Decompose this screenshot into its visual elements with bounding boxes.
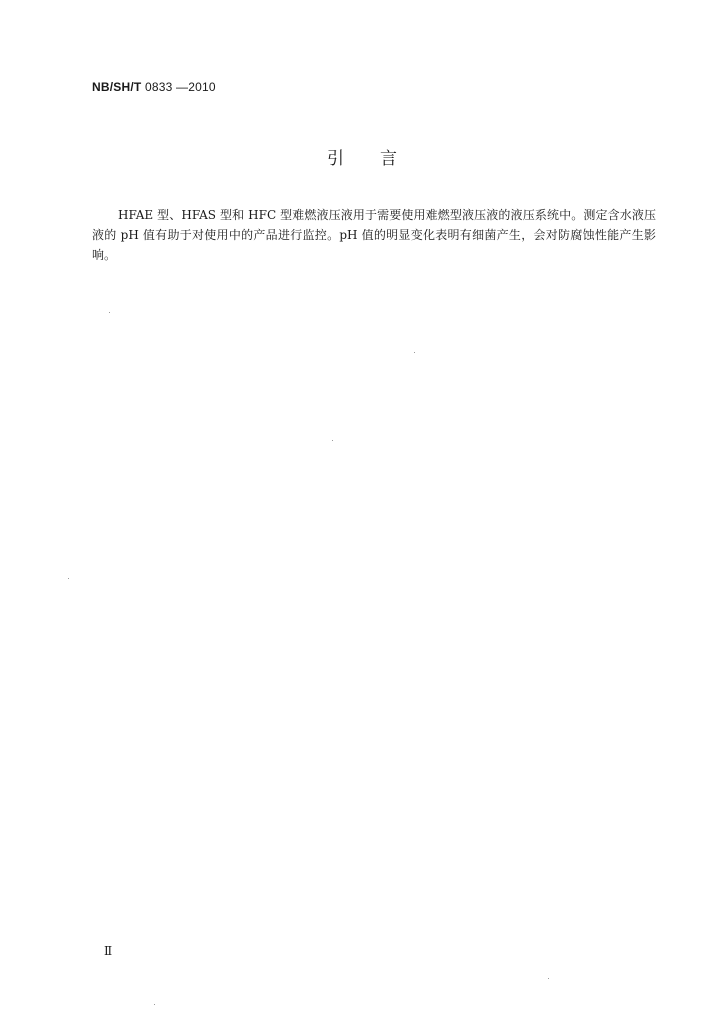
standard-code: NB/SH/T [92,80,142,94]
section-title: 引言 [327,149,433,169]
scan-speck [154,1004,155,1005]
standard-year: 2010 [188,80,216,94]
page-number: Ⅱ [104,944,113,958]
scan-speck [109,312,110,313]
standard-header [92,80,216,94]
scan-speck [332,440,333,441]
scan-speck [414,352,415,353]
body-paragraph: HFAE 型、HFAS 型和 HFC 型难燃液压液用于需要使用难燃型液压液的液压系统中。测定含水液压液的 pH 值有助于对使用中的产品进行监控。pH 值的明显变化表明有细菌产生，会对防腐蚀性能产生影响。 [92,208,656,262]
standard-separator: — [176,80,189,94]
scan-speck [68,578,69,579]
standard-number: 0833 [144,80,173,94]
scan-speck [548,978,549,979]
